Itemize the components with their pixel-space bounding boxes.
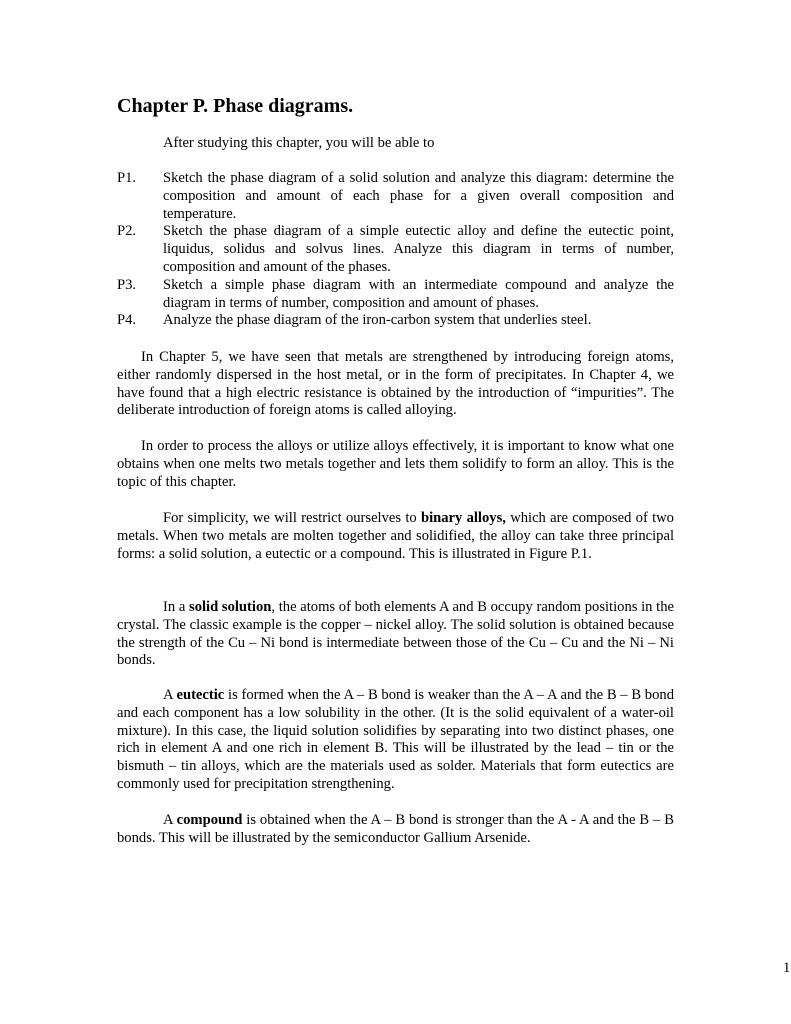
paragraph-text: , the atoms of both elements A and B occupy random positions in the crystal. The classic example is the copper – nickel alloy. The solid solution is obtained because the strength of the Cu – Ni bond is intermediate between those of the Cu – Cu and the Ni – Ni bonds. <box>117 599 674 669</box>
paragraph-text: A <box>163 812 177 828</box>
objective-text: Sketch a simple phase diagram with an intermediate compound and analyze the diagram in terms of number, composition and amount of phases. <box>163 276 674 311</box>
term-eutectic: eutectic <box>176 687 225 703</box>
chapter-title: Chapter P. Phase diagrams. <box>117 95 354 117</box>
objective-number: P1. <box>117 170 137 186</box>
term-binary-alloys: binary alloys, <box>420 510 506 526</box>
objective-text: Analyze the phase diagram of the iron-carbon system that underlies steel. <box>163 312 592 329</box>
objective-text: Sketch the phase diagram of a simple eutectic alloy and define the eutectic point, liquidus, solidus and solvus lines. Analyze this diagram in terms of number, composition and amount of the phases. <box>163 223 674 275</box>
objective-number: P3. <box>117 276 137 293</box>
learning-objectives <box>117 170 674 330</box>
paragraph-text: For simplicity, we will restrict ourselves to <box>163 510 421 526</box>
paragraph-eutectic <box>117 687 674 794</box>
objective-item <box>117 170 674 223</box>
paragraph-text: A <box>163 687 177 703</box>
objective-text: Sketch the phase diagram of a solid solution and analyze this diagram: determine the composition and amount of each phase for a given overall composition and temperature. <box>163 170 674 222</box>
intro-text: After studying this chapter, you will be able to <box>163 135 435 151</box>
objective-number: P4. <box>117 312 137 329</box>
paragraph-text: is obtained when the A – B bond is stronger than the A - A and the B – B bonds. This will be illustrated by the semiconductor Gallium Arsenide. <box>117 812 674 846</box>
objective-item <box>117 312 674 330</box>
paragraph-text: In a <box>163 599 190 615</box>
paragraph-compound <box>117 812 674 848</box>
term-compound: compound <box>176 812 243 828</box>
paragraph-alloying-intro: In Chapter 5, we have seen that metals are strengthened by introducing foreign atoms, either randomly dispersed in the host metal, or in the form of precipitates. In Chapter 4, we have found that a high electric resistance is obtained by the introduction of “impurities”. The deliberate introduction of foreign atoms is called alloying. <box>117 349 674 419</box>
paragraph-topic: In order to process the alloys or utilize alloys effectively, it is important to know what one obtains when one melts two metals together and lets them solidify to form an alloy. This is the topic of this chapter. <box>117 438 674 490</box>
paragraph-binary-alloys <box>117 510 674 563</box>
paragraph-text: which are composed of two metals. When two metals are molten together and solidified, the alloy can take three principal forms: a solid solution, a eutectic or a compound. This is illustrated in Figure P.1. <box>117 510 674 562</box>
paragraph-text: is formed when the A – B bond is weaker than the A – A and the B – B bond and each component has a low solubility in the other. (It is the solid equivalent of a water-oil mixture). In this case, the liquid solution solidifies by separating into two distinct phases, one rich in element A and one rich in element B. This will be illustrated by the lead – tin or the bismuth – tin alloys, which are the materials used as solder. Materials that form eutectics are commonly used for precipitation strengthening. <box>117 687 674 792</box>
objective-item <box>117 223 674 276</box>
term-solid-solution: solid solution <box>189 599 272 615</box>
objective-item <box>117 277 674 313</box>
paragraph-solid-solution <box>117 599 674 670</box>
page-number: 1 <box>783 960 791 976</box>
objective-number: P2. <box>117 223 137 240</box>
